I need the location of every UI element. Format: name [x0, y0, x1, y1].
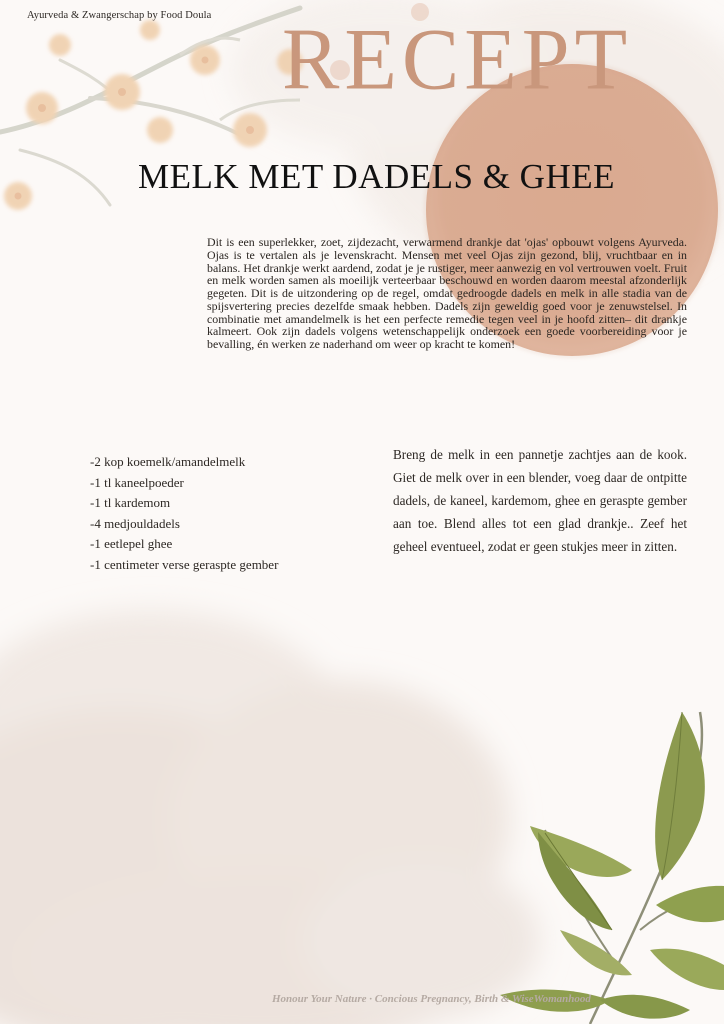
ingredient-item: -1 centimeter verse geraspte gember: [90, 556, 279, 572]
brand-text: Ayurveda & Zwangerschap by Food Doula: [27, 10, 212, 21]
recipe-title: MELK MET DADELS & GHEE: [138, 157, 615, 196]
leaf-branch: [500, 712, 724, 1024]
ingredient-list: [90, 452, 350, 576]
ingredient-item: -1 tl kardemom: [90, 495, 171, 511]
header-word: RECEPT: [282, 9, 633, 108]
footer-tagline: Honour Your Nature · Concious Pregnancy, Birth & WiseWomanhood: [272, 993, 591, 1005]
ingredient-item: -4 medjouldadels: [90, 515, 180, 531]
ingredient-item: -1 tl kaneelpoeder: [90, 474, 184, 490]
ingredient-item: -1 eetlepel ghee: [90, 536, 173, 552]
method-paragraph: Breng de melk in een pannetje zachtjes aan de kook. Giet de melk over in een blender, voeg daar de ontpitte dadels, de kaneel, kardemom, ghee en geraspte gember aan toe. Blend alles tot een glad drankje.. Zeef het geheel eventueel, zodat er geen stukjes meer in zitten.: [393, 447, 687, 554]
watercolor-wash: [0, 610, 540, 1024]
intro-paragraph: Dit is een superlekker, zoet, zijdezacht, verwarmend drankje dat 'ojas' opbouwt volgens Ayurveda. Ojas is te vertalen als je levenskracht. Mensen met veel Ojas zijn gezond, blij, vruchtbaar en in balans. Het drankje werkt aardend, zodat je je rustiger, meer aanwezig en vol vertrouwen voelt. Fruit en melk worden samen als moeilijk verteerbaar beschouwd en worden daarom meestal afzonderlijk gegeten. Dit is de uitzondering op de regel, omdat gedroogde dadels en melk in alle stadia van de spijsvertering precies dezelfde smaak hebben. Dadels zijn geweldig goed voor je zenuwstelsel. In combinatie met amandelmelk is het een perfecte remedie tegen veel in je hoofd zitten– dit drankje kalmeert. Ook zijn dadels volgens wetenschappelijk onderzoek een goede voorbereiding voor je bevalling, én werken ze naderhand om weer op kracht te komen!: [207, 235, 687, 351]
ingredient-item: -2 kop koemelk/amandelmelk: [90, 454, 246, 469]
